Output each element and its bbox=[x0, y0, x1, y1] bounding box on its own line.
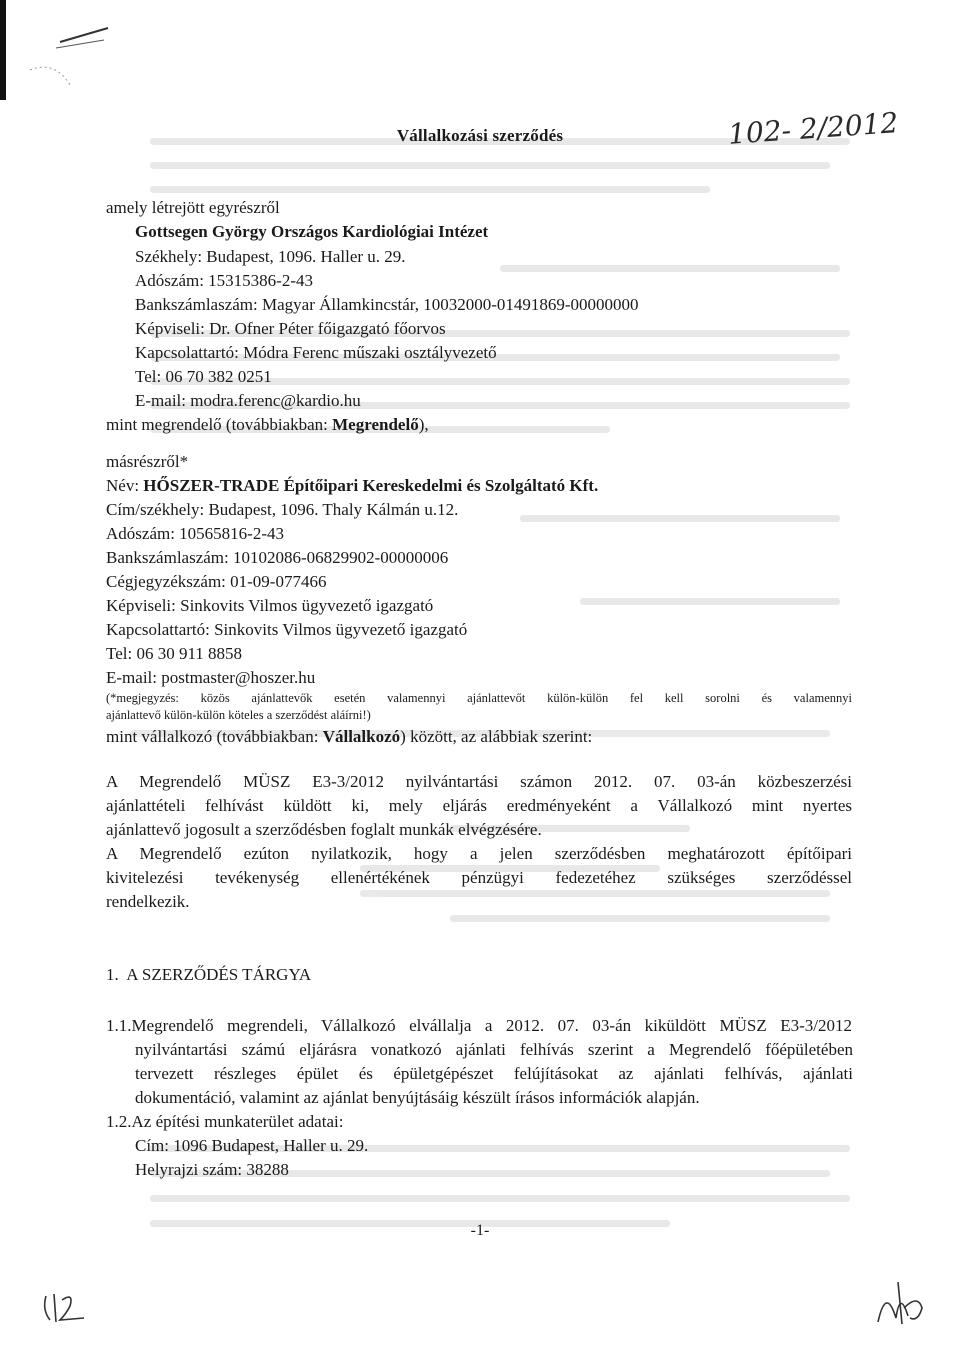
party2-role-term: Vállalkozó bbox=[322, 727, 401, 746]
page-number: -1- bbox=[470, 1222, 490, 1239]
para1-line-2: ajánlattételi felhívást küldött ki, mely eljárás eredményeként a Vállalkozó mint nyertes bbox=[106, 796, 852, 815]
clause-1-1-line-2: nyilvántartási számú eljárásra vonatkozó ajánlati felhívás szerint a Megrendelő főépületében bbox=[135, 1040, 853, 1059]
clause-1-1-line-1: 1.1.Megrendelő megrendeli, Vállalkozó elvállalja a 2012. 07. 03-án kiküldött MÜSZ E3-3/2012 bbox=[106, 1016, 852, 1035]
party2-seat: Cím/székhely: Budapest, 1096. Thaly Kálmán u.12. bbox=[106, 500, 459, 519]
party2-tax-number: Adószám: 10565816-2-43 bbox=[106, 524, 285, 543]
footnote-line-1: (*megjegyzés: közös ajánlattevők esetén valamennyi ajánlattevőt külön-külön fel kell sorolni és valamennyi bbox=[106, 691, 852, 705]
para2-line-1: A Megrendelő ezúton nyilatkozik, hogy a jelen szerződésben meghatározott építőipari bbox=[106, 844, 852, 863]
party2-company-register: Cégjegyzékszám: 01-09-077466 bbox=[106, 572, 327, 591]
party2-role bbox=[106, 726, 592, 748]
party2-role-suffix: ) között, az alábbiak szerint: bbox=[400, 727, 593, 746]
intro-line: amely létrejött egyrészről bbox=[106, 198, 280, 217]
party1-seat: Székhely: Budapest, 1096. Haller u. 29. bbox=[135, 247, 406, 266]
party2-role-prefix: mint vállalkozó (továbbiakban: bbox=[106, 727, 323, 746]
party2-phone: Tel: 06 30 911 8858 bbox=[106, 644, 243, 663]
handwritten-initials-left bbox=[40, 1288, 88, 1328]
clause-1-1-line-3: tervezett részleges épület és épületgépészet felújításokat az ajánlati felhívás, ajánlati bbox=[135, 1064, 853, 1083]
clause-1-1-line-4: dokumentáció, valamint az ajánlat benyújtásáig készült írásos információk alapján. bbox=[135, 1088, 700, 1107]
party2-name-label: Név: bbox=[106, 476, 144, 495]
scan-artifact-mark bbox=[0, 0, 120, 100]
party1-name: Gottsegen György Országos Kardiológiai Intézet bbox=[135, 222, 489, 241]
footnote-line-2: ajánlattevő külön-külön köteles a szerződést aláírni!) bbox=[106, 708, 371, 722]
other-side-line: másrészről* bbox=[106, 452, 189, 471]
clause-1-2-lot-number: Helyrajzi szám: 38288 bbox=[135, 1160, 289, 1179]
party1-role-prefix: mint megrendelő (továbbiakban: bbox=[106, 415, 333, 434]
party1-tax-number: Adószám: 15315386-2-43 bbox=[135, 271, 314, 290]
party2-name: HŐSZER-TRADE Építőipari Kereskedelmi és Szolgáltató Kft. bbox=[143, 476, 599, 495]
party2-email: E-mail: postmaster@hoszer.hu bbox=[106, 668, 316, 687]
party1-bank-account: Bankszámlaszám: Magyar Államkincstár, 10032000-01491869-00000000 bbox=[135, 295, 639, 314]
party1-representative: Képviseli: Dr. Ofner Péter főigazgató főorvos bbox=[135, 319, 446, 338]
party1-role-term: Megrendelő bbox=[332, 415, 419, 434]
clause-1-2-heading: 1.2.Az építési munkaterület adatai: bbox=[106, 1112, 344, 1131]
party1-contact: Kapcsolattartó: Módra Ferenc műszaki osztályvezető bbox=[135, 343, 497, 362]
party2-bank-account: Bankszámlaszám: 10102086-06829902-00000006 bbox=[106, 548, 449, 567]
handwritten-initials-right bbox=[874, 1278, 926, 1330]
party1-role bbox=[106, 414, 429, 436]
contract-title: Vállalkozási szerződés bbox=[396, 126, 564, 145]
section-1-heading: 1. A SZERZŐDÉS TÁRGYA bbox=[106, 965, 312, 984]
handwritten-reference-number: 102- 2/2012 bbox=[727, 106, 900, 151]
party1-role-suffix: ), bbox=[418, 415, 429, 434]
para1-line-1: A Megrendelő MÜSZ E3-3/2012 nyilvántartási számon 2012. 07. 03-án közbeszerzési bbox=[106, 772, 852, 791]
para1-line-3: ajánlattevő jogosult a szerződésben foglalt munkák elvégzésére. bbox=[106, 820, 542, 839]
party1-phone: Tel: 06 70 382 0251 bbox=[135, 367, 272, 386]
clause-1-2-address: Cím: 1096 Budapest, Haller u. 29. bbox=[135, 1136, 369, 1155]
para2-line-2: kivitelezési tevékenység ellenértékének pénzügyi fedezetéhez szükséges szerződéssel bbox=[106, 868, 852, 887]
party2-representative: Képviseli: Sinkovits Vilmos ügyvezető igazgató bbox=[106, 596, 434, 615]
para2-line-3: rendelkezik. bbox=[106, 892, 190, 911]
party2-contact: Kapcsolattartó: Sinkovits Vilmos ügyvezető igazgató bbox=[106, 620, 468, 639]
party1-email: E-mail: modra.ferenc@kardio.hu bbox=[135, 391, 361, 410]
party2-name-line bbox=[106, 475, 598, 497]
